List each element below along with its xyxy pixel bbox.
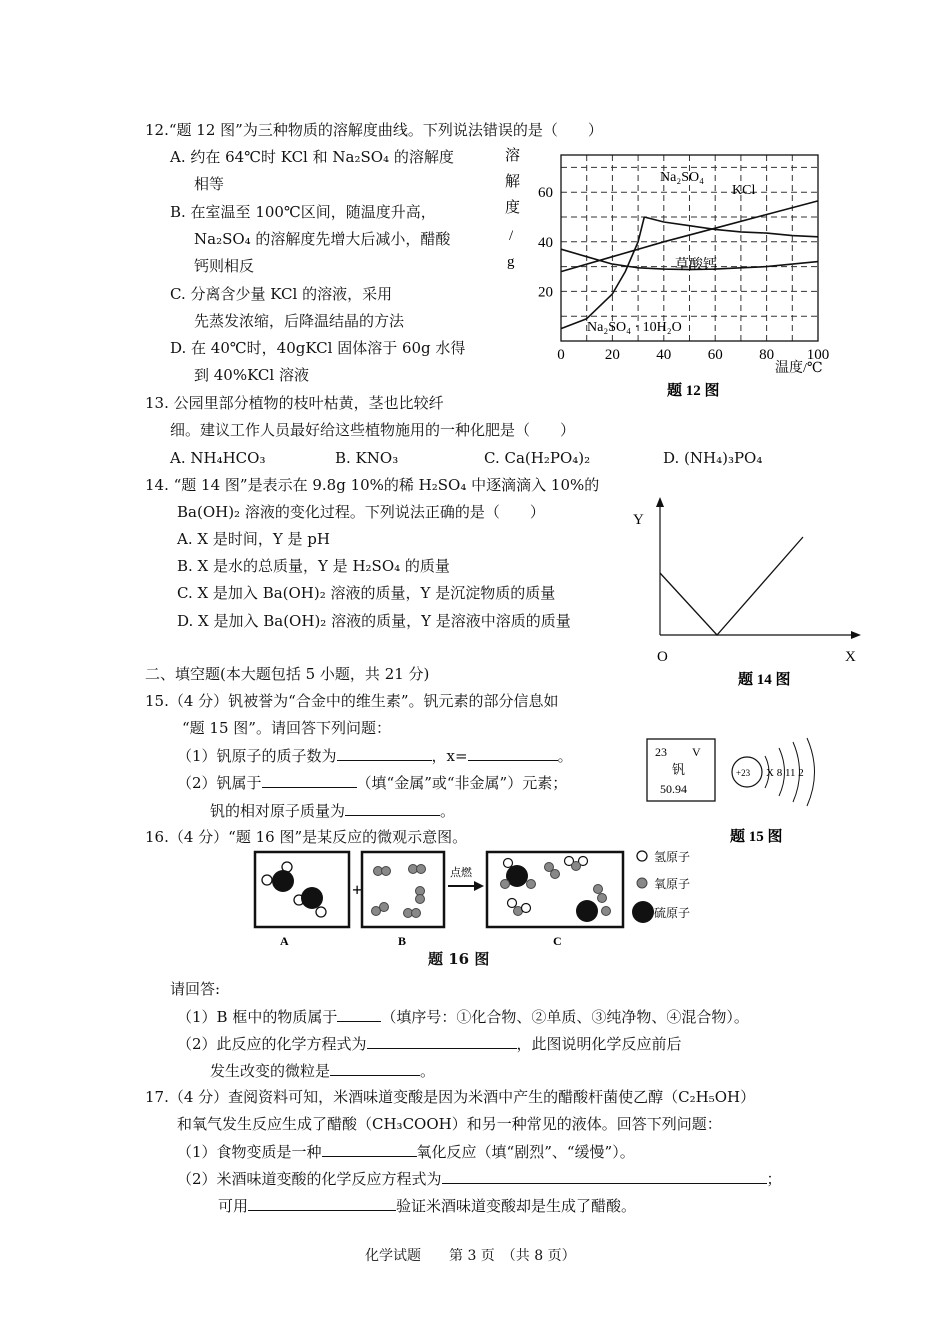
figure-caption: 题 12 图 — [667, 383, 720, 399]
sulfur-atom — [301, 887, 323, 909]
element-symbol: V — [692, 745, 701, 759]
x-tick-label: 0 — [557, 347, 565, 363]
atomic-number: 23 — [655, 745, 667, 759]
legend-sulfur: 硫原子 — [654, 906, 691, 920]
x-axis-label: X — [845, 649, 856, 665]
q13-option-d: D. (NH₄)₃PO₄ — [663, 449, 763, 467]
arrow-condition: 点燃 — [450, 867, 472, 879]
oxygen-atom — [380, 903, 389, 912]
x-tick-label: 20 — [604, 347, 620, 363]
legend-hydrogen-icon — [637, 851, 647, 861]
y-axis-arrow — [656, 497, 664, 507]
electron-shell — [807, 738, 815, 806]
x-tick-label: 60 — [707, 347, 723, 363]
q13-stem-line1: 13. 公园里部分植物的枝叶枯黄，茎也比较纤 — [145, 394, 444, 412]
q13-option-c: C. Ca(H₂PO₄)₂ — [484, 449, 591, 467]
q12-option-d-cont: 到 40%KCl 溶液 — [194, 366, 309, 384]
plus-sign: + — [352, 880, 363, 900]
oxygen-atom — [594, 885, 603, 894]
y-axis-label: Y — [633, 512, 644, 528]
x-tick-label: 100 — [806, 347, 830, 363]
oxygen-atom — [501, 880, 510, 889]
box-a — [255, 852, 349, 927]
section-heading: 二、填空题(本大题包括 5 小题，共 21 分) — [145, 665, 430, 683]
q14-stem-line2: Ba(OH)₂ 溶液的变化过程。下列说法正确的是（ ） — [177, 503, 545, 521]
series-label-kcl: KCl — [732, 183, 756, 198]
hydrogen-atom — [504, 859, 513, 868]
legend-sulfur-icon — [632, 901, 654, 923]
legend-oxygen: 氧原子 — [654, 877, 691, 891]
q12-option-b-cont1: Na₂SO₄ 的溶解度先增大后减小，醋酸 — [194, 230, 451, 248]
answer-blank[interactable] — [330, 1061, 420, 1076]
answer-blank[interactable] — [367, 1034, 517, 1049]
reaction-diagram — [240, 845, 710, 950]
oxygen-atom — [417, 865, 426, 874]
x-axis-arrow — [851, 631, 861, 639]
q17-part2: （2）米酒味道变酸的化学反应方程式为 ； — [177, 1170, 782, 1188]
answer-blank[interactable] — [248, 1196, 396, 1211]
q17-stem-line1: 17.（4 分）查阅资料可知，米酒味道变酸是因为米酒中产生的醋酸杆菌使乙醇（C₂H₅OH） — [145, 1088, 756, 1106]
y-ticks — [538, 185, 553, 300]
electron-counts: X 8 11 2 — [766, 767, 804, 779]
q15-part2: （2）钒属于 （填“金属”或“非金属”）元素； — [177, 774, 568, 792]
graph-line — [660, 537, 803, 635]
sulfur-atom — [576, 900, 598, 922]
sulfur-atom — [272, 870, 294, 892]
answer-blank[interactable] — [262, 773, 357, 788]
q12-option-c: C. 分离含少量 KCl 的溶液，采用 — [170, 285, 393, 303]
answer-blank[interactable] — [468, 746, 558, 761]
hydrogen-atom — [508, 899, 517, 908]
hydrogen-atom — [262, 875, 272, 885]
answer-blank[interactable] — [337, 1007, 381, 1022]
answer-blank[interactable] — [345, 801, 440, 816]
q16-part2: （2）此反应的化学方程式为 ，此图说明化学反应前后 — [177, 1035, 682, 1053]
figure-caption: 题 15 图 — [730, 829, 783, 845]
oxygen-atom — [598, 894, 607, 903]
series-line-0 — [561, 217, 644, 329]
answer-blank[interactable] — [337, 746, 432, 761]
vanadium-figure — [640, 730, 850, 855]
legend-oxygen-icon — [637, 878, 647, 888]
q17-part3: 可用 验证米酒味道变酸却是生成了醋酸。 — [218, 1197, 637, 1215]
nuclear-charge: +23 — [736, 768, 751, 778]
solubility-chart — [495, 140, 845, 405]
y-tick-label: 20 — [538, 284, 553, 301]
q17-part1: （1）食物变质是一种 氧化反应（填“剧烈”、“缓慢”）。 — [177, 1143, 635, 1161]
y-label-char: g — [507, 254, 515, 270]
answer-blank[interactable] — [322, 1142, 417, 1157]
answer-blank[interactable] — [442, 1169, 767, 1184]
q17-stem-line2: 和氧气发生反应生成了醋酸（CH₃COOH）和另一种常见的液体。回答下列问题： — [177, 1115, 722, 1133]
oxygen-atom — [572, 862, 581, 871]
q14-stem-line1: 14. “题 14 图”是表示在 9.8g 10%的稀 H₂SO₄ 中逐滴滴入 10%的 — [145, 476, 600, 494]
q12-option-d: D. 在 40℃时，40gKCl 固体溶于 60g 水得 — [170, 339, 466, 357]
arrow-head — [474, 881, 484, 891]
origin-label: O — [657, 649, 668, 665]
graph-fig14 — [625, 495, 865, 695]
q13-option-a: A. NH₄HCO₃ — [170, 449, 266, 467]
atomic-mass: 50.94 — [660, 782, 687, 796]
hydrogen-atom — [316, 907, 326, 917]
oxygen-atom — [551, 870, 560, 879]
y-tick-label: 60 — [538, 185, 553, 202]
q12-stem: 12.“题 12 图”为三种物质的溶解度曲线。下列说法错误的是（ ） — [145, 121, 603, 139]
y-tick-label: 40 — [538, 234, 553, 251]
box-b — [362, 852, 444, 927]
q12-option-b-cont2: 钙则相反 — [194, 257, 255, 275]
q12-option-c-cont: 先蒸发浓缩，后降温结晶的方法 — [194, 312, 405, 330]
figure-16-caption: 题 16 图 — [428, 950, 490, 968]
q14-option-d: D. X 是加入 Ba(OH)₂ 溶液的质量，Y 是溶液中溶质的质量 — [177, 612, 571, 630]
q12-option-b: B. 在室温至 100℃区间，随温度升高， — [170, 203, 436, 221]
box-label-b: B — [398, 934, 407, 948]
q14-option-b: B. X 是水的总质量，Y 是 H₂SO₄ 的质量 — [177, 557, 450, 575]
legend-hydrogen: 氢原子 — [654, 850, 691, 864]
q15-stem-line2: “题 15 图”。请回答下列问题： — [182, 719, 391, 737]
q16-prompt: 请回答: — [170, 980, 221, 998]
x-tick-label: 80 — [759, 347, 775, 363]
hydrogen-atom — [522, 904, 531, 913]
oxygen-atom — [602, 907, 611, 916]
box-label-a: A — [280, 934, 289, 948]
q13-option-b: B. KNO₃ — [335, 449, 399, 467]
x-tick-label: 40 — [656, 347, 672, 363]
y-label-char: 度 — [505, 200, 521, 216]
q16-part3: 发生改变的微粒是 。 — [210, 1062, 436, 1080]
q12-option-a: A. 约在 64℃时 KCl 和 Na₂SO₄ 的溶解度 — [170, 148, 454, 166]
q15-part1: （1）钒原子的质子数为 ，x= 。 — [177, 747, 573, 765]
y-label-char: 解 — [505, 174, 521, 190]
q12-option-a-cont: 相等 — [194, 175, 225, 193]
q14-option-a: A. X 是时间，Y 是 pH — [177, 530, 330, 548]
oxygen-atom — [527, 880, 536, 889]
box-label-c: C — [553, 934, 562, 948]
q15-stem-line1: 15.（4 分）钒被誉为“合金中的维生素”。钒元素的部分信息如 — [145, 692, 559, 710]
q16-part1: （1）B 框中的物质属于 （填序号：①化合物、②单质、③纯净物、④混合物）。 — [177, 1008, 749, 1026]
figure-caption: 题 14 图 — [738, 672, 791, 688]
series-label-na2so4: Na₂SO₄ — [660, 170, 704, 185]
page-footer: 化学试题 第 3 页 （共 8 页） — [365, 1248, 576, 1264]
y-label-char: / — [509, 228, 514, 244]
q16-stem: 16.（4 分）“题 16 图”是某反应的微观示意图。 — [145, 828, 468, 846]
oxygen-atom — [382, 867, 391, 876]
y-label-char: 溶 — [505, 148, 521, 164]
oxygen-atom — [416, 895, 425, 904]
oxygen-atom — [412, 909, 421, 918]
series-label-hydrate: Na₂SO₄ · 10H₂O — [587, 320, 682, 335]
x-axis-label: 温度/℃ — [775, 361, 823, 376]
q13-stem-line2: 细。建议工作人员最好给这些植物施用的一种化肥是（ ） — [170, 421, 576, 439]
element-name: 钒 — [672, 762, 686, 777]
q14-option-c: C. X 是加入 Ba(OH)₂ 溶液的质量，Y 是沉淀物质的质量 — [177, 584, 556, 602]
q15-part3: 钒的相对原子质量为 。 — [210, 802, 456, 820]
series-label-calcium: 草酸钙 — [675, 258, 717, 273]
